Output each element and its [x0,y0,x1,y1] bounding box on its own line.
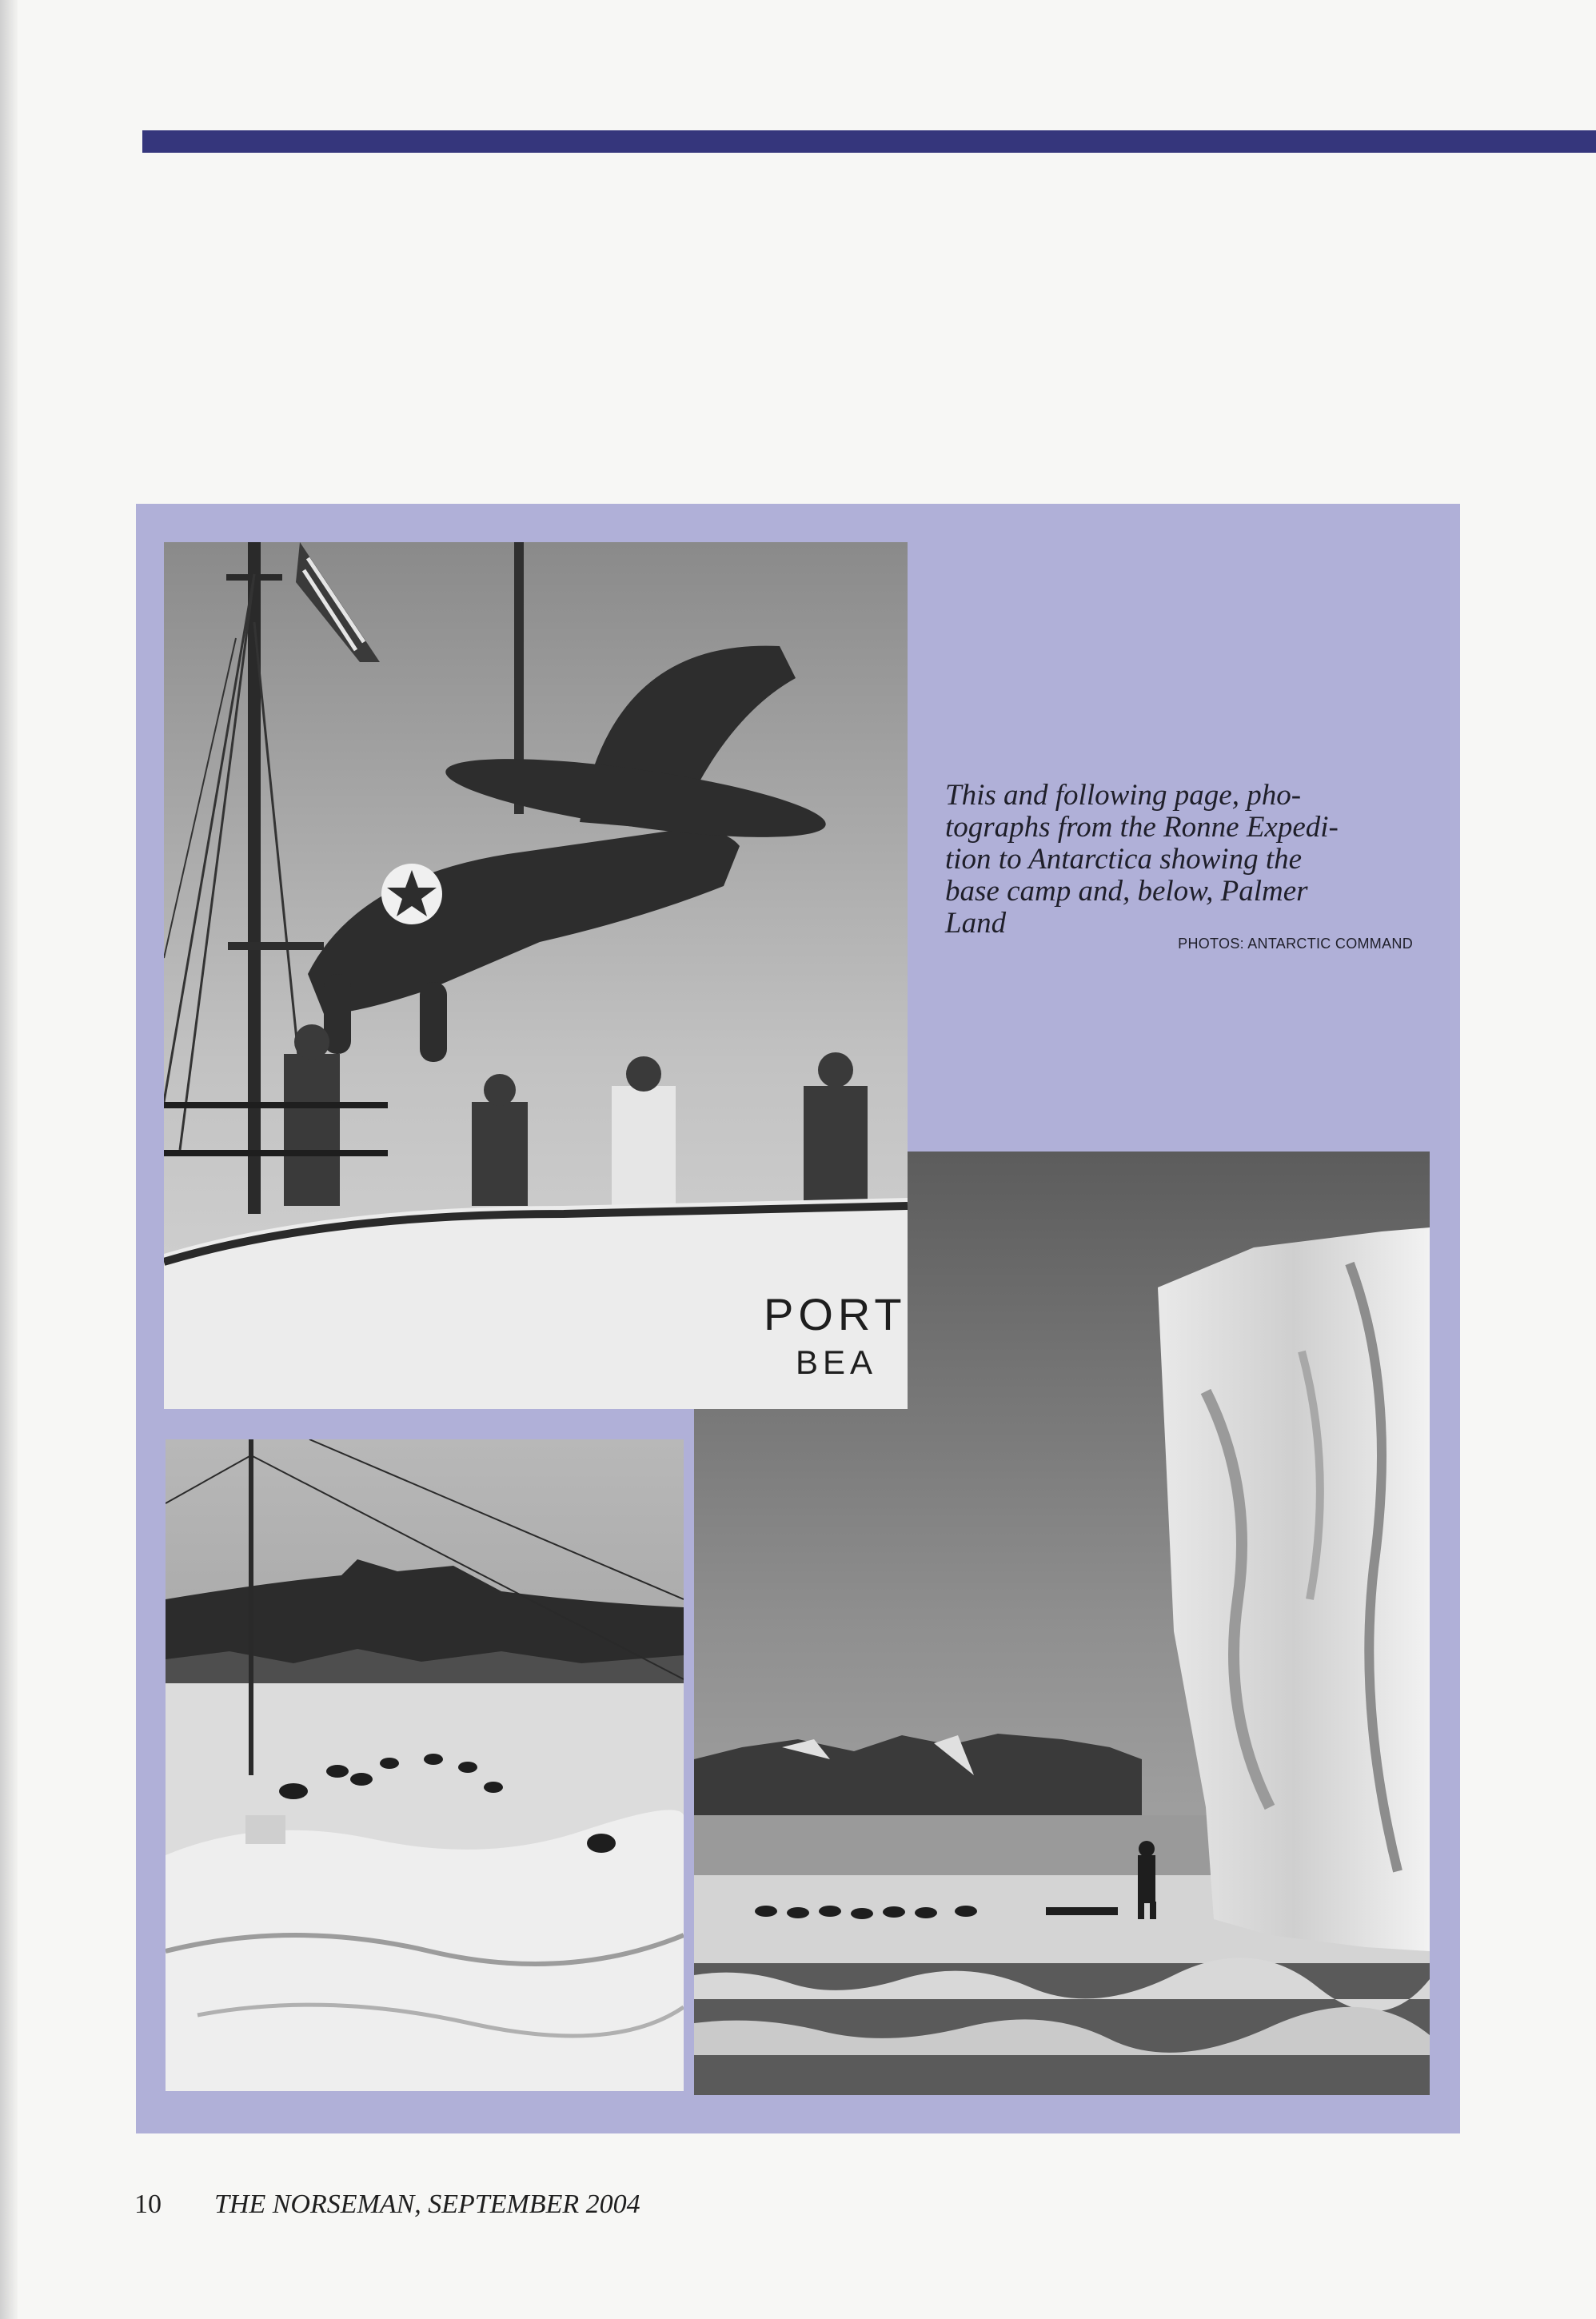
photo-ship-aircraft-loading [164,542,908,1409]
header-rule [142,130,1596,153]
ship-hull-lettering-bea: BEA [796,1343,878,1381]
caption-line-2: tographs from the Ronne Expedi- [945,811,1339,844]
caption-line-5: Land [945,907,1007,940]
publication-title: THE NORSEMAN, SEPTEMBER 2004 [214,2189,640,2219]
page-number: 10 [134,2189,162,2219]
caption-line-3: tion to Antarctica showing the [945,843,1303,876]
page-binding-edge [0,0,18,2319]
ship-hull-lettering-port: PORT [764,1289,907,1339]
caption-line-4: base camp and, below, Palmer [945,875,1308,908]
caption-line-1: This and following page, pho- [945,779,1302,812]
photo-base-camp [166,1439,684,2091]
photo-caption [945,780,1409,940]
photo-credit: PHOTOS: ANTARCTIC COMMAND [1178,936,1413,952]
